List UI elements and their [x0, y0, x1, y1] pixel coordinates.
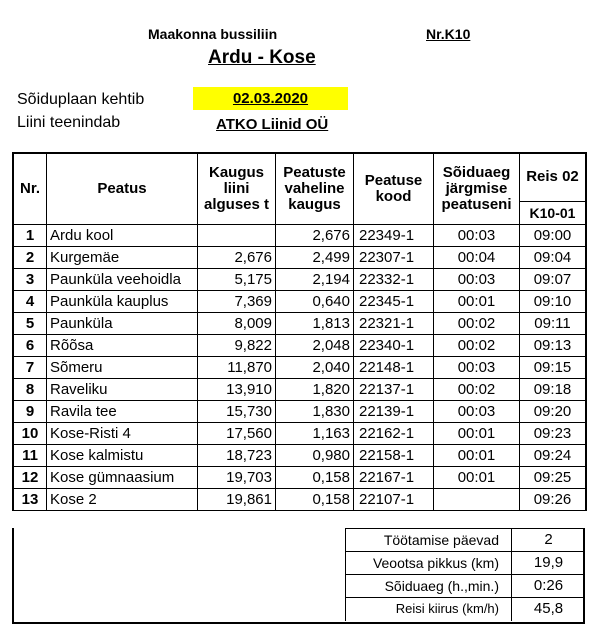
stop-number: 10: [13, 423, 47, 445]
trip-length-value: 19,9: [511, 552, 585, 575]
stop-name: Ardu kool: [47, 225, 198, 247]
operating-days-label: Töötamise päevad: [345, 529, 505, 552]
departure-time: 09:20: [520, 401, 587, 423]
stop-number: 1: [13, 225, 47, 247]
travel-time-next: 00:02: [434, 379, 520, 401]
stop-name: Kose kalmistu: [47, 445, 198, 467]
departure-time: 09:15: [520, 357, 587, 379]
stop-name: Kose gümnaasium: [47, 467, 198, 489]
stop-code: 22340-1: [354, 335, 434, 357]
summary-block: [12, 528, 585, 624]
section-distance: 1,830: [276, 401, 354, 423]
stop-code: 22158-1: [354, 445, 434, 467]
col-header-nr: Nr.: [13, 153, 47, 225]
stop-name: Raveliku: [47, 379, 198, 401]
table-row: [13, 313, 586, 335]
distance-from-start: 9,822: [198, 335, 276, 357]
stop-code: 22307-1: [354, 247, 434, 269]
departure-time: 09:04: [520, 247, 587, 269]
table-row: [13, 489, 586, 511]
timetable: [12, 152, 587, 511]
departure-time: 09:25: [520, 467, 587, 489]
stop-number: 8: [13, 379, 47, 401]
valid-from-date: 02.03.2020: [193, 87, 348, 110]
section-distance: 0,640: [276, 291, 354, 313]
departure-time: 09:13: [520, 335, 587, 357]
stop-name: Ravila tee: [47, 401, 198, 423]
stop-code: 22345-1: [354, 291, 434, 313]
stop-name: Kurgemäe: [47, 247, 198, 269]
travel-time-value: 0:26: [511, 575, 585, 598]
trip-length-label: Veootsa pikkus (km): [345, 552, 505, 575]
travel-time-next: 00:01: [434, 467, 520, 489]
section-distance: 0,158: [276, 489, 354, 511]
stop-code: 22162-1: [354, 423, 434, 445]
section-distance: 0,980: [276, 445, 354, 467]
section-distance: 2,040: [276, 357, 354, 379]
stop-name: Paunküla veehoidla: [47, 269, 198, 291]
valid-from-label: Sõiduplaan kehtib: [17, 91, 145, 108]
stop-number: 7: [13, 357, 47, 379]
route-name: Ardu - Kose: [208, 47, 316, 68]
stop-code: 22321-1: [354, 313, 434, 335]
col-header-code: Peatuse kood: [354, 153, 434, 225]
stop-number: 6: [13, 335, 47, 357]
table-row: [13, 357, 586, 379]
table-row: [13, 269, 586, 291]
section-distance: 0,158: [276, 467, 354, 489]
stop-number: 12: [13, 467, 47, 489]
distance-from-start: 19,703: [198, 467, 276, 489]
stop-code: 22137-1: [354, 379, 434, 401]
stop-number: 4: [13, 291, 47, 313]
distance-from-start: 19,861: [198, 489, 276, 511]
section-distance: 1,163: [276, 423, 354, 445]
stop-name: Rõõsa: [47, 335, 198, 357]
section-distance: 2,048: [276, 335, 354, 357]
section-distance: 2,676: [276, 225, 354, 247]
departure-time: 09:07: [520, 269, 587, 291]
departure-time: 09:23: [520, 423, 587, 445]
section-distance: 2,499: [276, 247, 354, 269]
stop-number: 3: [13, 269, 47, 291]
line-type-title: Maakonna bussiliin: [148, 26, 278, 42]
table-row: [13, 291, 586, 313]
stop-code: 22139-1: [354, 401, 434, 423]
route-number: Nr.K10: [426, 26, 471, 42]
distance-from-start: 5,175: [198, 269, 276, 291]
summary-row-travel-time: [345, 574, 585, 598]
table-row: [13, 467, 586, 489]
table-row: [13, 335, 586, 357]
stop-name: Paunküla: [47, 313, 198, 335]
table-row: [13, 379, 586, 401]
departure-time: 09:10: [520, 291, 587, 313]
distance-from-start: 17,560: [198, 423, 276, 445]
travel-time-next: 00:03: [434, 357, 520, 379]
stop-name: Paunküla kauplus: [47, 291, 198, 313]
stop-number: 5: [13, 313, 47, 335]
travel-time-next: 00:03: [434, 401, 520, 423]
departure-time: 09:18: [520, 379, 587, 401]
travel-time-next: 00:01: [434, 445, 520, 467]
travel-time-next: 00:02: [434, 335, 520, 357]
summary-row-speed: [345, 597, 585, 621]
operator-label: Liini teenindab: [17, 114, 121, 131]
summary-row-operating-days: [345, 528, 585, 552]
operator-name: ATKO Liinid OÜ: [216, 116, 329, 133]
stop-number: 11: [13, 445, 47, 467]
stop-code: 22107-1: [354, 489, 434, 511]
section-distance: 1,820: [276, 379, 354, 401]
table-row: [13, 445, 586, 467]
departure-time: 09:26: [520, 489, 587, 511]
stop-name: Kose-Risti 4: [47, 423, 198, 445]
distance-from-start: 13,910: [198, 379, 276, 401]
table-row: [13, 423, 586, 445]
departure-time: 09:00: [520, 225, 587, 247]
departure-time: 09:11: [520, 313, 587, 335]
travel-time-next: 00:03: [434, 225, 520, 247]
travel-time-next: 00:03: [434, 269, 520, 291]
col-header-travel-time: Sõiduaeg järgmise peatuseni: [434, 153, 520, 225]
stop-number: 2: [13, 247, 47, 269]
stop-code: 22349-1: [354, 225, 434, 247]
stop-name: Sõmeru: [47, 357, 198, 379]
travel-time-label: Sõiduaeg (h.,min.): [345, 575, 505, 598]
table-row: [13, 401, 586, 423]
travel-time-next: 00:04: [434, 247, 520, 269]
distance-from-start: 7,369: [198, 291, 276, 313]
distance-from-start: 11,870: [198, 357, 276, 379]
col-header-distance: Kaugus liini alguses t: [198, 153, 276, 225]
stop-name: Kose 2: [47, 489, 198, 511]
distance-from-start: [198, 225, 276, 247]
distance-from-start: 2,676: [198, 247, 276, 269]
stop-number: 9: [13, 401, 47, 423]
travel-time-next: 00:01: [434, 423, 520, 445]
stop-code: 22148-1: [354, 357, 434, 379]
col-header-trip: Reis 02: [520, 153, 587, 201]
distance-from-start: 8,009: [198, 313, 276, 335]
operating-days-value: 2: [511, 529, 585, 552]
summary-row-trip-length: [345, 551, 585, 575]
section-distance: 1,813: [276, 313, 354, 335]
col-header-stop: Peatus: [47, 153, 198, 225]
travel-time-next: [434, 489, 520, 511]
section-distance: 2,194: [276, 269, 354, 291]
departure-time: 09:24: [520, 445, 587, 467]
distance-from-start: 15,730: [198, 401, 276, 423]
table-row: [13, 247, 586, 269]
travel-time-next: 00:01: [434, 291, 520, 313]
speed-value: 45,8: [511, 598, 585, 621]
col-header-section: Peatuste vaheline kaugus: [276, 153, 354, 225]
col-header-trip-code: K10-01: [520, 201, 587, 224]
distance-from-start: 18,723: [198, 445, 276, 467]
stop-code: 22332-1: [354, 269, 434, 291]
stop-code: 22167-1: [354, 467, 434, 489]
speed-label: Reisi kiirus (km/h): [345, 598, 505, 621]
travel-time-next: 00:02: [434, 313, 520, 335]
table-row: [13, 225, 586, 247]
stop-number: 13: [13, 489, 47, 511]
